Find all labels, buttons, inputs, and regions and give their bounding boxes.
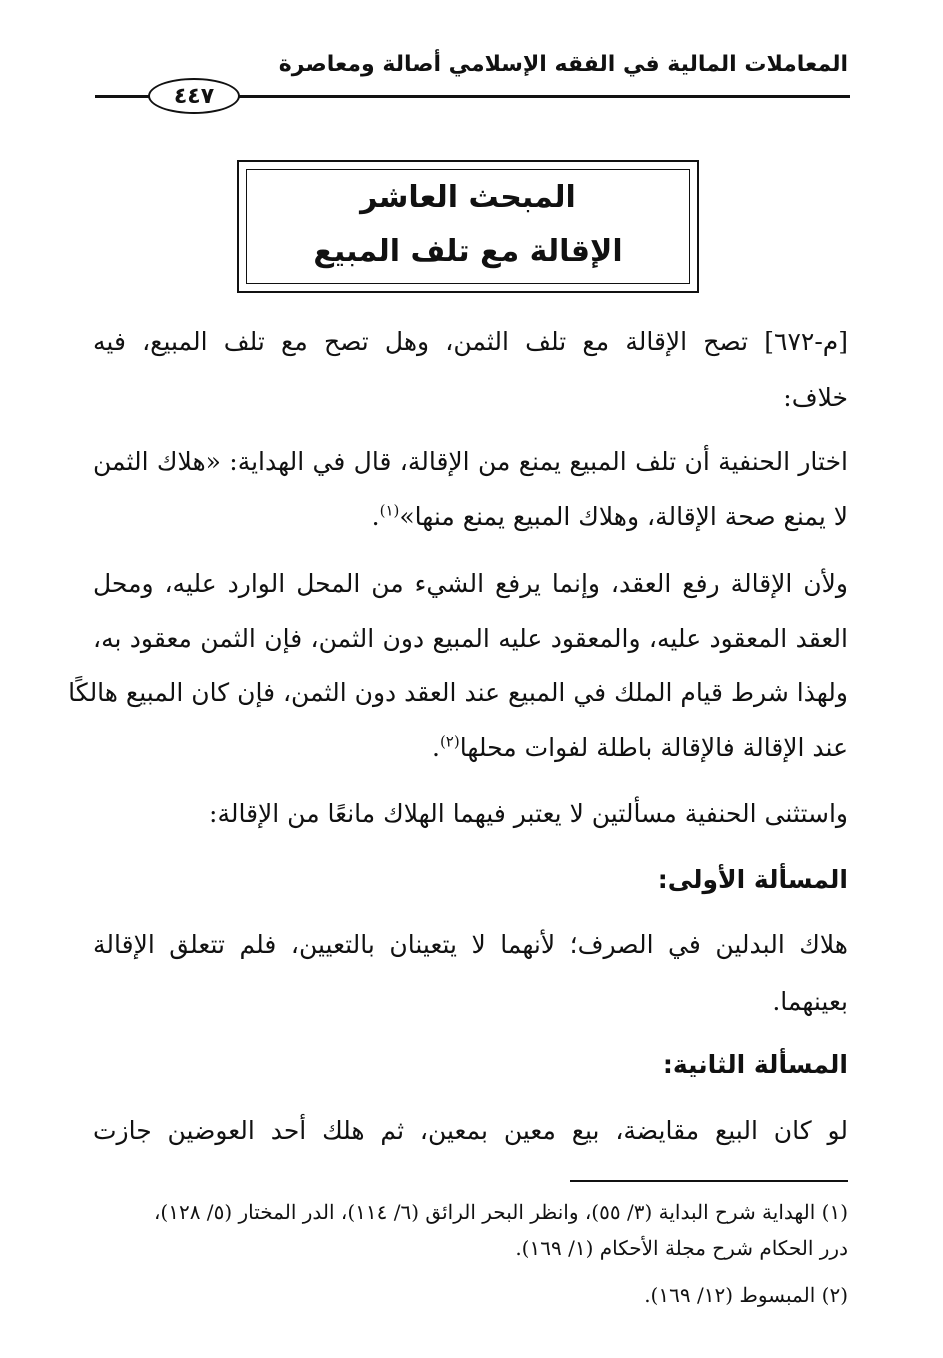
subheading-first-issue: المسألة الأولى: (657, 865, 848, 894)
footnote-separator (570, 1180, 848, 1182)
paragraph-line: هلاك البدلين في الصرف؛ لأنهما لا يتعينان بالتعيين، فلم تتعلق الإقالة (93, 930, 848, 959)
subheading-second-issue: المسألة الثانية: (662, 1050, 848, 1079)
paragraph-line: واستثنى الحنفية مسألتين لا يعتبر فيهما الهلاك مانعًا من الإقالة: (209, 799, 848, 828)
section-subtitle: الإقالة مع تلف المبيع (313, 234, 623, 269)
paragraph-line: لو كان البيع مقايضة، بيع معين بمعين، ثم هلك أحد العوضين جازت (93, 1116, 848, 1145)
page-number-badge: ٤٤٧ (148, 78, 240, 114)
footnote-1-line: درر الحكام شرح مجلة الأحكام (١/ ١٦٩). (515, 1236, 848, 1260)
paragraph-line: ولأن الإقالة رفع العقد، وإنما يرفع الشيء من المحل الوارد عليه، ومحل (93, 569, 848, 598)
paragraph-end: . (431, 733, 440, 762)
paragraph-line: ولهذا شرط قيام الملك في المبيع عند العقد دون الثمن، فإن كان المبيع هالكًا (68, 678, 848, 707)
footnote-1-line: (١) الهداية شرح البداية (٣/ ٥٥)، وانظر البحر الرائق (٦/ ١١٤)، الدر المختار (٥/ ١٢٨)، (153, 1200, 848, 1224)
paragraph-line (93, 728, 848, 768)
footnote-ref-2: (٢) (439, 732, 460, 751)
paragraph-line: خلاف: (783, 383, 848, 412)
paragraph-line (93, 497, 848, 537)
section-title: المبحث العاشر (360, 180, 576, 215)
paragraph-line: العقد المعقود عليه، والمعقود عليه المبيع دون الثمن، فإن الثمن معقود به، (93, 624, 848, 653)
paragraph-text: عند الإقالة فالإقالة باطلة لفوات محلها (459, 733, 848, 762)
footnote-2: (٢) المبسوط (١٢/ ١٦٩). (644, 1283, 848, 1307)
paragraph-line: بعينهما. (772, 987, 848, 1016)
running-header-title: المعاملات المالية في الفقه الإسلامي أصالة ومعاصرة (278, 52, 848, 77)
paragraph-end: . (371, 502, 380, 531)
paragraph-line: اختار الحنفية أن تلف المبيع يمنع من الإقالة، قال في الهداية: «هلاك الثمن (93, 447, 848, 476)
paragraph-text: لا يمنع صحة الإقالة، وهلاك المبيع يمنع منها» (399, 502, 848, 531)
paragraph-line: [م-٦٧٢] تصح الإقالة مع تلف الثمن، وهل تصح مع تلف المبيع، فيه (93, 327, 848, 356)
section-title-box (237, 160, 699, 293)
footnote-ref-1: (١) (379, 501, 400, 520)
